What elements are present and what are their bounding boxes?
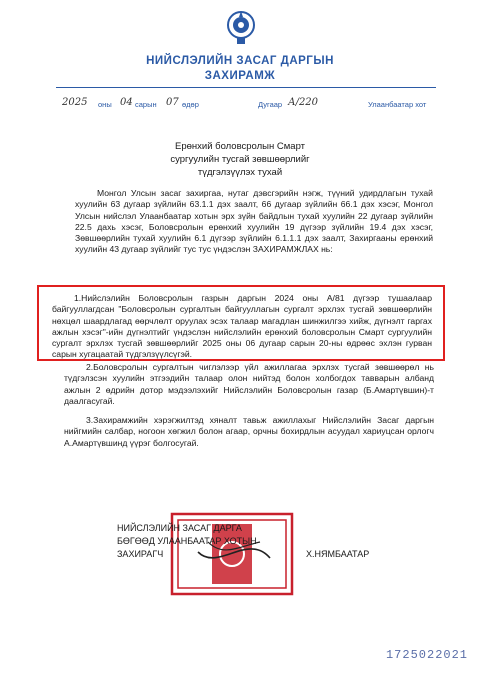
document-serial-number: 1725022021 [385,648,468,662]
number-value: А/220 [288,97,319,108]
date-month: 04 [120,97,133,108]
signatory-line2: БӨГӨӨД УЛААНБААТАР ХОТЫН [117,536,257,546]
item-2-text: 2.Боловсролын сургалтын чиглэлээр үйл ажиллагаа эрхлэх тусгай зөвшөөрөл нь түдгэлзсэн хуулийн этгээдийн талаар олон нийтэд болон холбогдох тавварын албанд ажлын 2 өдрийн дотор мэдээлэхийг Нийслэлийн Боловсролын газар (Б.Амартүвшин)-т даалгасугай. [64,362,434,406]
state-emblem-icon [226,8,256,46]
org-title-line1: НИЙСЛЭЛИЙН ЗАСАГ ДАРГЫН [146,55,334,67]
city-label: Улаанбаатар хот [368,100,427,109]
org-title-line2: ЗАХИРАМЖ [204,70,276,82]
date-year: 2025 [62,97,88,108]
number-label: Дугаар [258,100,283,109]
signatory-line3: ЗАХИРАГЧ [117,549,164,559]
preamble-text: Монгол Улсын засаг захиргаа, нутаг дэвсгэрийн нэгж, түүний удирдлагын тухай хуулийн 63 дугаар зүйлийн 63.1.1 дэх заалт, 66 дугаар зүйлийн 66.1 дэх хэсэг, Монгол Улсын нийслэл Улаанбаатар хотын эрх зүйн байдлын тухай хуулийн 22 дугаар зүйлийн 22.5 дахь хэсэг, Боловсролын ерөнхий хуулийн 19 дүгээр зүйлийн 19.4 дэх хэсэг, Зөвшөөрлийн тухай хуулийн 6.1 дүгээр зүйлийн 6.1.1.1 дэх заалт, Захиргааны ерөнхий хуулийн 43 дугаар зүйлийг тус тус үндэслэн ЗАХИРАМЖЛАХ нь: [75,188,433,255]
item-3-text: 3.Захирамжийн хэрэгжилтэд хяналт тавьж ажиллахыг Нийслэлийн Засаг даргын нийгмийн салбар, ногоон хөгжил болон агаар, орчны бохирдлын асуудал хариуцсан орлогч А.Амартүвшинд үүрэг болгосугай. [64,415,434,448]
signatory-name: Х.НЯМБААТАР [306,549,370,559]
item-2 [64,362,434,407]
date-month-suffix: сарын [135,100,157,109]
signatory-title [117,522,257,561]
date-day: 07 [166,97,179,108]
header-divider [56,87,436,88]
signatory-line1: НИЙСЛЭЛИЙН ЗАСАГ ДАРГА [117,523,242,533]
item-1 [52,293,432,361]
item-3 [64,415,434,449]
date-day-suffix: өдөр [182,100,199,109]
date-year-suffix: оны [98,100,112,109]
title-line1: Ерөнхий боловсролын Смарт [174,141,305,152]
title-line3: түдгэлзүүлэх тухай [197,167,283,178]
preamble [75,188,433,256]
title-line2: сургуулийн тусгай зөвшөөрлийг [170,154,310,165]
document-title [0,140,480,179]
item-1-text: 1.Нийслэлийн Боловсролын газрын даргын 2024 оны А/81 дүгээр тушаалаар байгууллагдсан "Боловсролын сургалтын байгууллагын сургалт эрхлэх тусгай зөвшөөрлийн нөхцөл шаардлагад өөрчлөлт оруулах эсэх талаар магадлан шинжилгээ хийж, дүгнэлт гаргах ажлын хэсэг"-ийн дүгнэлтийг үндэслэн нийслэлийн ерөнхий боловсролын Смарт сургуулийн сургалт эрхлэх тусгай зөвшөөрлийг 2025 оны 06 дугаар сарын 20-ны өдрөөс эхлэн гурван сарын хугацаатай түдгэлзүүлсүгэй. [52,293,432,360]
